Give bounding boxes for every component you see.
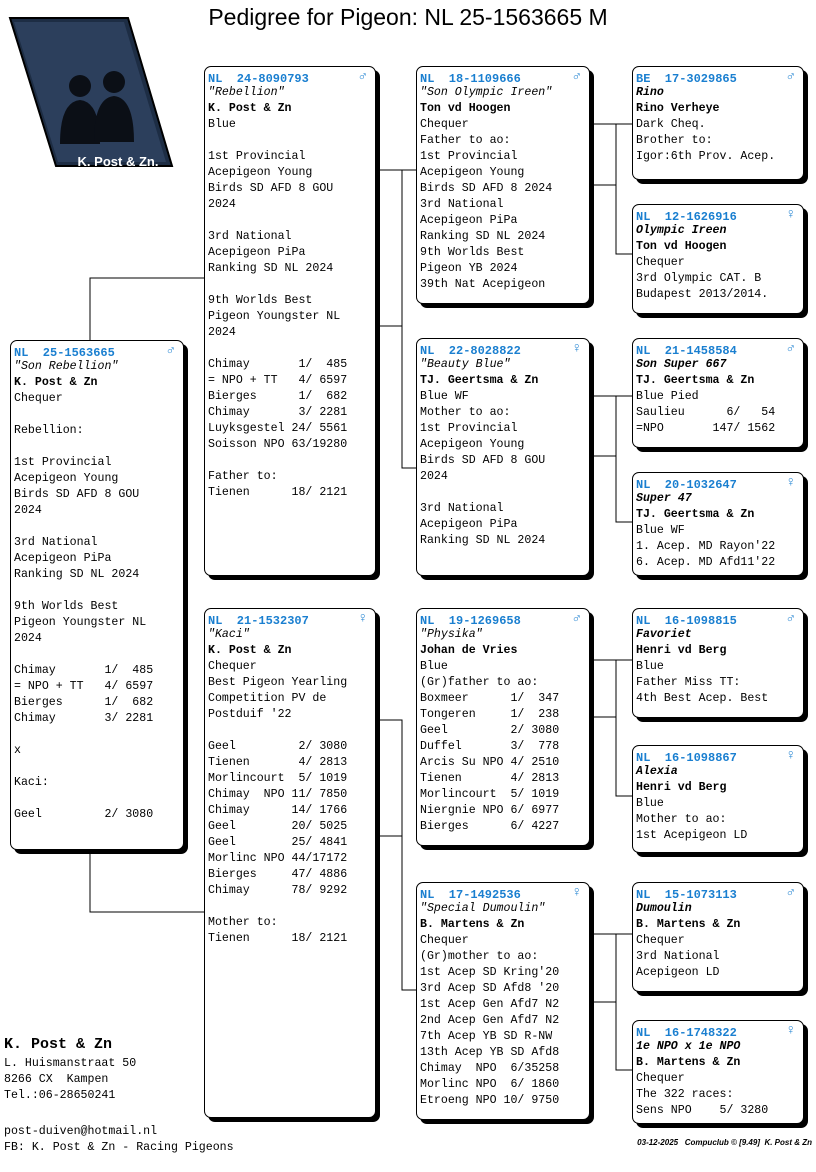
detail-line: Chequer — [420, 118, 469, 131]
pigeon-card-ffm[interactable] — [632, 204, 804, 314]
pigeon-owner: Johan de Vries — [420, 644, 518, 657]
breeder-contact — [4, 1124, 234, 1156]
ring-number: NL 16-1098867 — [636, 751, 737, 765]
breeder-email[interactable]: post-duiven@hotmail.nl — [4, 1125, 158, 1138]
detail-line: 2024 — [14, 632, 42, 645]
detail-line: 3rd Acep SD Afd8 '20 — [420, 982, 560, 995]
pigeon-details — [208, 117, 375, 501]
detail-line: Duffel 3/ 778 — [420, 740, 560, 753]
detail-line: Boxmeer 1/ 347 — [420, 692, 560, 705]
detail-line: Geel 2/ 3080 — [420, 724, 560, 737]
detail-line: Igor:6th Prov. Acep. — [636, 150, 776, 163]
detail-line: Chequer — [636, 934, 685, 947]
detail-line: Acepigeon PiPa — [420, 518, 518, 531]
detail-line: 1st Provincial — [14, 456, 112, 469]
detail-line: Niergnie NPO 6/ 6977 — [420, 804, 560, 817]
detail-line: Arcis Su NPO 4/ 2510 — [420, 756, 560, 769]
detail-line: Etroeng NPO 10/ 9750 — [420, 1094, 560, 1107]
detail-line: Sens NPO 5/ 3280 — [636, 1104, 769, 1117]
ring-number: NL 18-1109666 — [420, 72, 521, 86]
detail-line: 2024 — [208, 198, 236, 211]
detail-line: Budapest 2013/2014. — [636, 288, 769, 301]
detail-line: The 322 races: — [636, 1088, 734, 1101]
detail-line: Postduif '22 — [208, 708, 292, 721]
male-icon: ♂ — [786, 611, 795, 627]
detail-line: Tienen 18/ 2121 — [208, 932, 348, 945]
detail-line: Ranking SD NL 2024 — [420, 534, 546, 547]
pigeon-name: "Kaci" — [208, 628, 250, 641]
detail-line — [14, 519, 183, 535]
pigeon-owner: K. Post & Zn — [208, 644, 292, 657]
detail-line: Morlincourt 5/ 1019 — [420, 788, 560, 801]
pigeon-card-mmm[interactable] — [632, 1020, 804, 1124]
detail-line: Birds SD AFD 8 GOU — [14, 488, 140, 501]
detail-line: 3rd Olympic CAT. B — [636, 272, 762, 285]
detail-line: 13th Acep YB SD Afd8 — [420, 1046, 560, 1059]
pigeon-owner: K. Post & Zn — [14, 376, 98, 389]
detail-line: 2024 — [208, 326, 236, 339]
detail-line: Pigeon YB 2024 — [420, 262, 518, 275]
detail-line: Geel 2/ 3080 — [14, 808, 154, 821]
detail-line: Chequer — [420, 934, 469, 947]
pigeon-name: Alexia — [636, 765, 678, 778]
detail-line — [14, 791, 183, 807]
detail-line: Chimay 3/ 2281 — [14, 712, 154, 725]
male-icon: ♂ — [786, 69, 795, 85]
detail-line: Acepigeon Young — [420, 438, 525, 451]
pigeon-card-fff[interactable] — [632, 66, 804, 180]
pigeon-details — [420, 389, 589, 549]
male-icon: ♂ — [572, 611, 581, 627]
detail-line: Ranking SD NL 2024 — [420, 230, 546, 243]
ring-number: NL 21-1532307 — [208, 614, 309, 628]
detail-line: Chequer — [636, 256, 685, 269]
detail-line — [208, 341, 375, 357]
detail-line: 9th Worlds Best — [208, 294, 313, 307]
ring-number: NL 12-1626916 — [636, 210, 737, 224]
detail-line: Kaci: — [14, 776, 49, 789]
pigeon-card-mother[interactable] — [204, 608, 376, 1118]
ring-number: NL 25-1563665 — [14, 346, 115, 360]
detail-line: Morlinc NPO 6/ 1860 — [420, 1078, 560, 1091]
pigeon-owner: TJ. Geertsma & Zn — [636, 374, 755, 387]
ring-number: NL 15-1073113 — [636, 888, 737, 902]
detail-line: Father Miss TT: — [636, 676, 741, 689]
detail-line — [208, 453, 375, 469]
detail-line — [14, 407, 183, 423]
detail-line: 1st Acepigeon LD — [636, 829, 748, 842]
detail-line: 1st Provincial — [208, 150, 306, 163]
detail-line: Chequer — [208, 660, 257, 673]
ring-number: NL 16-1098815 — [636, 614, 737, 628]
detail-line: Acepigeon Young — [208, 166, 313, 179]
detail-line: 3rd National — [636, 950, 720, 963]
detail-line: Geel 25/ 4841 — [208, 836, 348, 849]
pigeon-name: "Beauty Blue" — [420, 358, 511, 371]
detail-line: 4th Best Acep. Best — [636, 692, 769, 705]
detail-line — [14, 439, 183, 455]
detail-line: Chimay 3/ 2281 — [208, 406, 348, 419]
detail-line: Luyksgestel 24/ 5561 — [208, 422, 348, 435]
detail-line: Tienen 18/ 2121 — [208, 486, 348, 499]
detail-line: Brother to: — [636, 134, 713, 147]
detail-line: Chimay 1/ 485 — [208, 358, 348, 371]
detail-line: 2024 — [420, 470, 448, 483]
pigeon-card-father-father[interactable] — [416, 66, 590, 304]
detail-line: Blue WF — [420, 390, 469, 403]
detail-line: 9th Worlds Best — [420, 246, 525, 259]
detail-line: 1. Acep. MD Rayon'22 — [636, 540, 776, 553]
detail-line: Father to ao: — [420, 134, 511, 147]
pigeon-name: 1e NPO x 1e NPO — [636, 1040, 741, 1053]
detail-line: Pigeon Youngster NL — [14, 616, 147, 629]
detail-line: Blue — [636, 797, 664, 810]
detail-line: Morlincourt 5/ 1019 — [208, 772, 348, 785]
pigeon-owner: B. Martens & Zn — [636, 1056, 741, 1069]
detail-line: Birds SD AFD 8 2024 — [420, 182, 553, 195]
pigeon-details — [420, 933, 589, 1109]
detail-line: Saulieu 6/ 54 — [636, 406, 776, 419]
detail-line: x — [14, 744, 21, 757]
detail-line: Bierges 47/ 4886 — [208, 868, 348, 881]
detail-line: Best Pigeon Yearling — [208, 676, 348, 689]
detail-line: 3rd National — [420, 502, 504, 515]
breeder-info — [4, 1034, 136, 1104]
pigeon-details — [636, 389, 803, 437]
detail-line: Pigeon Youngster NL — [208, 310, 341, 323]
male-icon: ♂ — [166, 343, 175, 359]
pigeon-details — [208, 659, 375, 947]
detail-line: = NPO + TT 4/ 6597 — [14, 680, 154, 693]
detail-line: Rebellion: — [14, 424, 84, 437]
detail-line: Ranking SD NL 2024 — [208, 262, 334, 275]
ring-number: NL 19-1269658 — [420, 614, 521, 628]
footer-credit: 03-12-2025 Compuclub © [9.49] K. Post & Zn — [637, 1138, 812, 1147]
ring-number: NL 21-1458584 — [636, 344, 737, 358]
female-icon: ♀ — [572, 341, 581, 357]
detail-line: Competition PV de — [208, 692, 327, 705]
detail-line: Chimay 1/ 485 — [14, 664, 154, 677]
detail-line: Acepigeon PiPa — [420, 214, 518, 227]
pigeon-name: "Son Olympic Ireen" — [420, 86, 553, 99]
breeder-facebook[interactable]: FB: K. Post & Zn - Racing Pigeons — [4, 1141, 234, 1154]
breeder-name: K. Post & Zn — [4, 1036, 113, 1053]
pigeon-owner: Ton vd Hoogen — [420, 102, 511, 115]
pigeon-name: "Special Dumoulin" — [420, 902, 546, 915]
detail-line: Acepigeon Young — [420, 166, 525, 179]
detail-line — [208, 277, 375, 293]
detail-line: Blue — [208, 118, 236, 131]
pigeon-name: Son Super 667 — [636, 358, 727, 371]
pigeon-card-fmm[interactable] — [632, 472, 804, 576]
detail-line: Blue — [636, 660, 664, 673]
detail-line: Tienen 4/ 2813 — [208, 756, 348, 769]
pigeon-details — [636, 659, 803, 707]
pigeon-details — [636, 117, 803, 165]
detail-line: 9th Worlds Best — [14, 600, 119, 613]
male-icon: ♂ — [786, 885, 795, 901]
detail-line: Blue Pied — [636, 390, 699, 403]
detail-line: 3rd National — [208, 230, 292, 243]
detail-line: Acepigeon LD — [636, 966, 720, 979]
ring-number: BE 17-3029865 — [636, 72, 737, 86]
female-icon: ♀ — [786, 1023, 795, 1039]
detail-line: Chimay NPO 6/35258 — [420, 1062, 560, 1075]
detail-line — [14, 759, 183, 775]
detail-line: Mother to ao: — [636, 813, 727, 826]
female-icon: ♀ — [786, 475, 795, 491]
pigeon-card-subject[interactable] — [10, 340, 184, 850]
detail-line: =NPO 147/ 1562 — [636, 422, 776, 435]
pigeon-name: "Physika" — [420, 628, 483, 641]
detail-line: Dark Cheq. — [636, 118, 706, 131]
breeder-street: L. Huismanstraat 50 — [4, 1057, 137, 1070]
detail-line: Tienen 4/ 2813 — [420, 772, 560, 785]
detail-line: = NPO + TT 4/ 6597 — [208, 374, 348, 387]
pigeon-details — [636, 796, 803, 844]
detail-line: (Gr)mother to ao: — [420, 950, 539, 963]
detail-line: 39th Nat Acepigeon — [420, 278, 546, 291]
pigeon-card-father-mother[interactable] — [416, 338, 590, 576]
detail-line: Bierges 1/ 682 — [14, 696, 154, 709]
pigeon-owner: Henri vd Berg — [636, 644, 727, 657]
detail-line: Soisson NPO 63/19280 — [208, 438, 348, 451]
breeder-logo — [8, 16, 180, 168]
pigeon-details — [14, 391, 183, 823]
ring-number: NL 17-1492536 — [420, 888, 521, 902]
female-icon: ♀ — [572, 885, 581, 901]
detail-line — [208, 213, 375, 229]
detail-line: Tongeren 1/ 238 — [420, 708, 560, 721]
male-icon: ♂ — [572, 69, 581, 85]
ring-number: NL 24-8090793 — [208, 72, 309, 86]
pigeon-name: "Son Rebellion" — [14, 360, 119, 373]
pigeon-card-fmf[interactable] — [632, 338, 804, 448]
detail-line — [14, 647, 183, 663]
detail-line: 1st Provincial — [420, 150, 518, 163]
ring-number: NL 20-1032647 — [636, 478, 737, 492]
detail-line: 2024 — [14, 504, 42, 517]
detail-line: Birds SD AFD 8 GOU — [420, 454, 546, 467]
detail-line: 3rd National — [14, 536, 98, 549]
detail-line — [14, 727, 183, 743]
pigeon-owner: B. Martens & Zn — [636, 918, 741, 931]
detail-line: Bierges 1/ 682 — [208, 390, 348, 403]
pigeon-owner: Ton vd Hoogen — [636, 240, 727, 253]
pigeon-owner: B. Martens & Zn — [420, 918, 525, 931]
detail-line: Mother to ao: — [420, 406, 511, 419]
male-icon: ♂ — [786, 341, 795, 357]
pigeon-details — [636, 933, 803, 981]
detail-line: Acepigeon Young — [14, 472, 119, 485]
pigeon-owner: K. Post & Zn — [208, 102, 292, 115]
detail-line: Morlinc NPO 44/17172 — [208, 852, 348, 865]
pigeon-name: Rino — [636, 86, 664, 99]
pigeon-details — [636, 1071, 803, 1119]
detail-line: Geel 20/ 5025 — [208, 820, 348, 833]
pigeon-owner: TJ. Geertsma & Zn — [420, 374, 539, 387]
detail-line: Ranking SD NL 2024 — [14, 568, 140, 581]
detail-line: Mother to: — [208, 916, 278, 929]
detail-line — [14, 583, 183, 599]
female-icon: ♀ — [786, 748, 795, 764]
detail-line — [208, 899, 375, 915]
detail-line: Acepigeon PiPa — [14, 552, 112, 565]
detail-line: Geel 2/ 3080 — [208, 740, 348, 753]
detail-line: 6. Acep. MD Afd11'22 — [636, 556, 776, 569]
detail-line: 3rd National — [420, 198, 504, 211]
detail-line — [208, 723, 375, 739]
pigeon-card-mother-mother[interactable] — [416, 882, 590, 1120]
detail-line: Birds SD AFD 8 GOU — [208, 182, 334, 195]
detail-line: 1st Acep SD Kring'20 — [420, 966, 560, 979]
detail-line: Chequer — [14, 392, 63, 405]
detail-line: Blue — [420, 660, 448, 673]
detail-line: Chimay 78/ 9292 — [208, 884, 348, 897]
detail-line: Bierges 6/ 4227 — [420, 820, 560, 833]
detail-line — [208, 133, 375, 149]
pigeon-card-mother-father[interactable] — [416, 608, 590, 846]
pigeon-name: Olympic Ireen — [636, 224, 727, 237]
pigeon-details — [420, 659, 589, 835]
pigeon-card-mmf[interactable] — [632, 882, 804, 992]
detail-line: 7th Acep YB SD R-NW — [420, 1030, 553, 1043]
pigeon-details — [420, 117, 589, 293]
female-icon: ♀ — [786, 207, 795, 223]
logo-graphic — [8, 16, 180, 168]
pigeon-owner: Rino Verheye — [636, 102, 720, 115]
male-icon: ♂ — [358, 69, 367, 85]
ring-number: NL 22-8028822 — [420, 344, 521, 358]
detail-line: Acepigeon PiPa — [208, 246, 306, 259]
pigeon-owner: TJ. Geertsma & Zn — [636, 508, 755, 521]
detail-line: Chequer — [636, 1072, 685, 1085]
female-icon: ♀ — [358, 611, 367, 627]
detail-line: 1st Acep Gen Afd7 N2 — [420, 998, 560, 1011]
pigeon-details — [636, 523, 803, 571]
detail-line: Chimay 14/ 1766 — [208, 804, 348, 817]
detail-line — [420, 485, 589, 501]
pigeon-name: Super 47 — [636, 492, 692, 505]
pigeon-name: Dumoulin — [636, 902, 692, 915]
pigeon-card-mfm[interactable] — [632, 745, 804, 853]
pigeon-owner: Henri vd Berg — [636, 781, 727, 794]
pigeon-name: "Rebellion" — [208, 86, 285, 99]
detail-line: Chimay NPO 11/ 7850 — [208, 788, 348, 801]
logo-text: K. Post & Zn. — [77, 154, 159, 169]
detail-line: 1st Provincial — [420, 422, 518, 435]
pigeon-card-mff[interactable] — [632, 608, 804, 718]
breeder-phone: Tel.:06-28650241 — [4, 1089, 116, 1102]
detail-line: Father to: — [208, 470, 278, 483]
page-title: Pedigree for Pigeon: NL 25-1563665 M — [208, 4, 608, 30]
pigeon-name: Favoriet — [636, 628, 692, 641]
pigeon-card-father[interactable] — [204, 66, 376, 576]
detail-line: (Gr)father to ao: — [420, 676, 539, 689]
pigeon-details — [636, 255, 803, 303]
detail-line: Blue WF — [636, 524, 685, 537]
ring-number: NL 16-1748322 — [636, 1026, 737, 1040]
detail-line: 2nd Acep Gen Afd7 N2 — [420, 1014, 560, 1027]
breeder-city: 8266 CX Kampen — [4, 1073, 109, 1086]
